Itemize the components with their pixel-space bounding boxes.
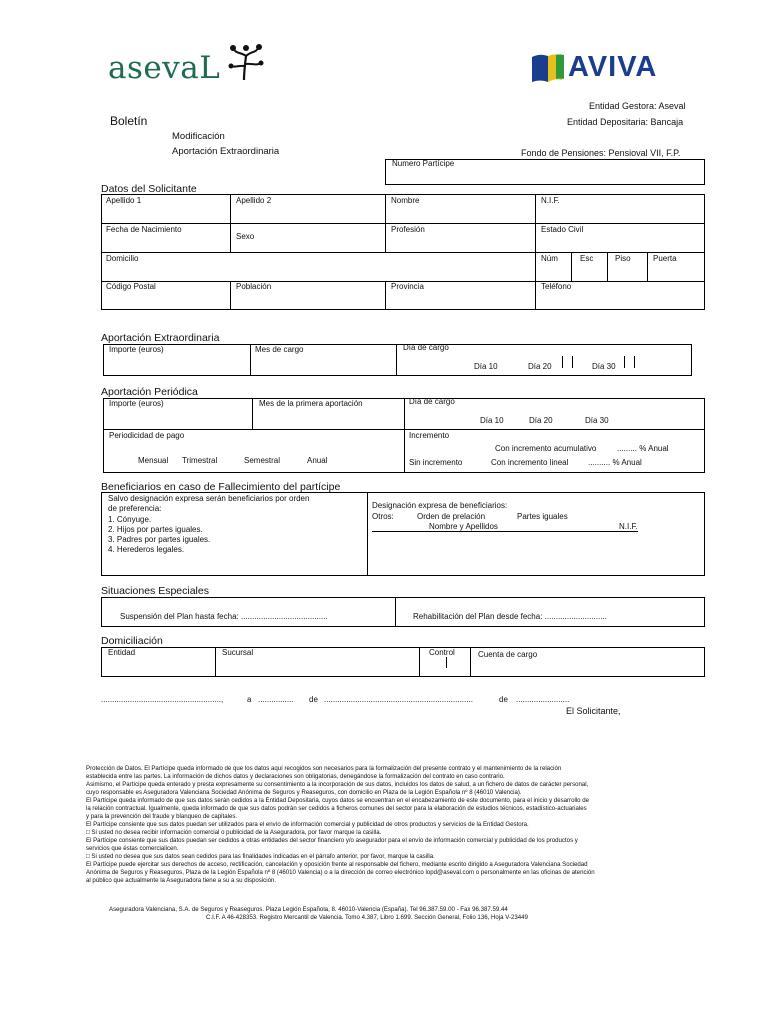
aviva-logo [530,52,695,84]
aviva-flag-icon [530,53,566,83]
section-title-especiales: Situaciones Especiales [101,585,209,597]
beneficiario-item-1: 1. Cónyuge. [108,515,152,524]
firma-de1-label: de [309,695,318,704]
beneficiario-name-line[interactable] [372,531,638,532]
legal-line: Asimismo, el Partícipe queda enterado y presta expresamente su consentimiento a la incorporación de sus datos, incluidos los datos de salud, a un fichero de datos de carácter personal, [86,781,589,788]
section-title-domiciliacion: Domiciliación [101,635,163,647]
periodica-dia30-option[interactable]: Día 30 [585,416,609,425]
fecha-nacimiento-field[interactable]: Fecha de Nacimiento [106,225,182,234]
periodica-mes-field[interactable]: Mes de la primera aportación [259,399,363,408]
extra-dia20-option[interactable]: Día 20 [528,362,552,371]
aportacion-extra-label: Aportación Extraordinaria [172,146,280,157]
designacion-expresa-label: Designación expresa de beneficiarios: [372,501,508,510]
footer-line-2: C.I.F. A 46-428353. Registro Mercantil de Valencia. Tomo 4.387, Libro 1.699. Sección General, Folio 136, Hoja V-23449 [206,914,528,921]
aviva-logo-text: AVIVA [568,51,658,83]
legal-line: cuyo responsable es Aseguradora Valenciana Sociedad Anónima de Seguros y Reaseguros, con domicilio en Plaza de la Legión Española nº 8 (46010 Valencia). [86,789,522,796]
pct-anual-acumulativo-field[interactable]: ......... % Anual [617,444,669,453]
legal-line: Protección de Datos. El Partícipe queda informado de que los datos aquí recogidos son necesarios para la formalización del presente contrato y el mantenimiento de la relación [86,765,562,772]
section-title-beneficiarios: Beneficiarios en caso de Fallecimiento del partícipe [101,481,341,493]
footer-line-1: Aseguradora Valenciana, S.A. de Seguros y Reaseguros. Plaza Legión Española, 8. 46010-Valencia (España). Tel 96.387.59.00 - Fax 96.387.59.44 [109,906,508,913]
rehabilitacion-plan-field[interactable]: Rehabilitación del Plan desde fecha: ............................ [413,612,607,621]
section-title-solicitante: Datos del Solicitante [101,183,197,195]
extra-mes-field[interactable]: Mes de cargo [255,345,304,354]
nombre-apellidos-label: Nombre y Apellidos [429,522,498,531]
esc-field[interactable]: Esc [580,254,594,263]
con-incremento-acumulativo-option[interactable]: Con incremento acumulativo [495,444,597,453]
legal-line: El Partícipe consiente que sus datos puedan ser cedidos a otras entidades del sector financiero y/o asegurador para el envío de información comercial y publicidad de los productos y [86,837,578,844]
section-title-extraordinaria: Aportación Extraordinaria [101,332,220,344]
periodicidad-trimestral-option[interactable]: Trimestral [182,456,218,465]
puerta-field[interactable]: Puerta [653,254,677,263]
salvo-designacion-text-1: Salvo designación expresa serán beneficiarios por orden [108,494,310,503]
domicilio-field[interactable]: Domicilio [106,254,139,263]
telefono-field[interactable]: Teléfono [541,282,572,291]
extra-dia30-checkbox[interactable] [624,356,625,368]
partes-iguales-option[interactable]: Partes iguales [517,512,568,521]
poblacion-field[interactable]: Población [236,282,272,291]
extra-dia20-checkbox[interactable] [562,356,563,368]
legal-line: y para la prevención del fraude y blanqueo de capitales. [86,813,238,820]
periodica-dia10-option[interactable]: Día 10 [480,416,504,425]
legal-line: El Partícipe queda informado de que sus datos serán cedidos a la Entidad Depositaria, cuyos datos se encuentran en el encabezamiento de este documento, para el inicio y desarrollo de [86,797,590,804]
aseval-logo [108,48,268,88]
fondo-pensiones: Fondo de Pensiones: Pensioval VII, F.P. [521,148,681,158]
legal-text-block [86,765,706,885]
orden-prelacion-option[interactable]: Orden de prelación [417,512,486,521]
extra-dia-cargo-label: Día de cargo [403,343,449,352]
sucursal-field[interactable]: Sucursal [222,648,254,657]
modificacion-label: Modificación [172,131,225,142]
domiciliacion-table [101,647,705,677]
legal-line: Anónima de Seguros y Reaseguros, Plaza de la Legión Española nº 8 (46010 Valencia) o a la dirección de correo electrónico lopd@aseval.com o personalmente en las oficinas de atención [86,869,595,876]
sexo-field[interactable]: Sexo [236,232,255,241]
legal-line: El Partícipe consiente que sus datos puedan ser utilizados para el envío de información comercial y publicidad de otros productos y servicios de la Entidad Gestora. [86,821,529,828]
provincia-field[interactable]: Provincia [391,282,424,291]
entidad-depositaria: Entidad Depositaria: Bancaja [567,117,684,127]
firma-anio-field[interactable]: ........................ [516,695,570,704]
legal-line: servicios que éstas comercialicen. [86,845,179,852]
firma-dia-field[interactable]: ................ [258,695,294,704]
periodicidad-anual-option[interactable]: Anual [307,456,328,465]
beneficiario-item-2: 2. Hijos por partes iguales. [108,525,203,534]
entidad-gestora: Entidad Gestora: Aseval [589,101,686,111]
control-field[interactable]: Control [429,648,455,657]
nombre-field[interactable]: Nombre [391,196,420,205]
nif-field[interactable]: N.I.F. [541,196,560,205]
con-incremento-lineal-option[interactable]: Con incremento lineal [491,458,569,467]
apellido2-field[interactable]: Apellido 2 [236,196,272,205]
legal-line[interactable]: □ Si usted no desea que sus datos sean cedidos para las finalidades indicadas en el párrafo anterior, por favor, marque la casilla. [86,853,435,860]
incremento-label: Incremento [409,431,450,440]
periodica-dia20-option[interactable]: Día 20 [529,416,553,425]
section-title-periodica: Aportación Periódica [101,386,198,398]
aseval-tree-icon [226,42,266,82]
periodicidad-semestral-option[interactable]: Semestral [244,456,281,465]
piso-field[interactable]: Piso [615,254,631,263]
extra-importe-field[interactable]: Importe (euros) [109,345,164,354]
legal-line: al público que actualmente la Aseguradora tiene a su a su disposición. [86,877,277,884]
extra-dia30-option[interactable]: Día 30 [592,362,616,371]
firma-lugar-field[interactable]: ......................................................, [101,695,224,704]
pct-anual-lineal-field[interactable]: .......... % Anual [588,458,642,467]
el-solicitante-label: El Solicitante, [566,706,621,716]
beneficiario-item-3: 3. Padres por partes iguales. [108,535,211,544]
extraordinaria-table [103,344,692,376]
numero-participe-label: Numero Partícipe [392,159,455,168]
beneficiario-nif-label: N.I.F. [619,522,638,531]
legal-line: El Partícipe puede ejercitar sus derechos de acceso, rectificación, cancelación y oposición frente al responsable del fichero, mediante escrito dirigido a Aseguradora Valenciana Sociedad [86,861,588,868]
profesion-field[interactable]: Profesión [391,225,425,234]
num-field[interactable]: Núm [541,254,558,263]
salvo-designacion-text-2: de preferencia: [108,504,162,513]
beneficiario-item-4: 4. Herederos legales. [108,545,185,554]
periodicidad-label: Periodicidad de pago [109,431,185,440]
legal-line: la relación contractual. Igualmente, queda informado de que sus datos podrán ser cedidos a ficheros comunes del sector para la elaboración de estudios técnicos, estadístico-actuariales [86,805,587,812]
periodica-importe-field[interactable]: Importe (euros) [109,399,164,408]
firma-mes-field[interactable]: ................................................................... [324,695,473,704]
aseval-logo-text: asevaL [108,50,221,86]
suspension-plan-field[interactable]: Suspensión del Plan hasta fecha: ....................................... [120,612,328,621]
firma-a-label: a [247,695,252,704]
legal-line[interactable]: □ Si usted no desea recibir información comercial o publicidad de la Aseguradora, por favor marque la casilla. [86,829,382,836]
periodica-dia-cargo-label: Día de cargo [409,397,455,406]
legal-line: establecida entre las partes. La información de dichos datos y declaraciones son obligatorias, denegándose la formalización del contrato en caso contrario. [86,773,505,780]
apellido1-field[interactable]: Apellido 1 [106,196,142,205]
periodicidad-mensual-option[interactable]: Mensual [138,456,169,465]
entidad-field[interactable]: Entidad [108,648,136,657]
boletin-title: Boletín [110,114,148,128]
extra-dia10-option[interactable]: Día 10 [474,362,498,371]
otros-label: Otros: [372,512,394,521]
sin-incremento-option[interactable]: Sin incremento [409,458,463,467]
cuenta-cargo-field[interactable]: Cuenta de cargo [478,650,538,659]
estado-civil-field[interactable]: Estado Civil [541,225,584,234]
firma-de2-label: de [499,695,508,704]
codigo-postal-field[interactable]: Código Postal [106,282,156,291]
